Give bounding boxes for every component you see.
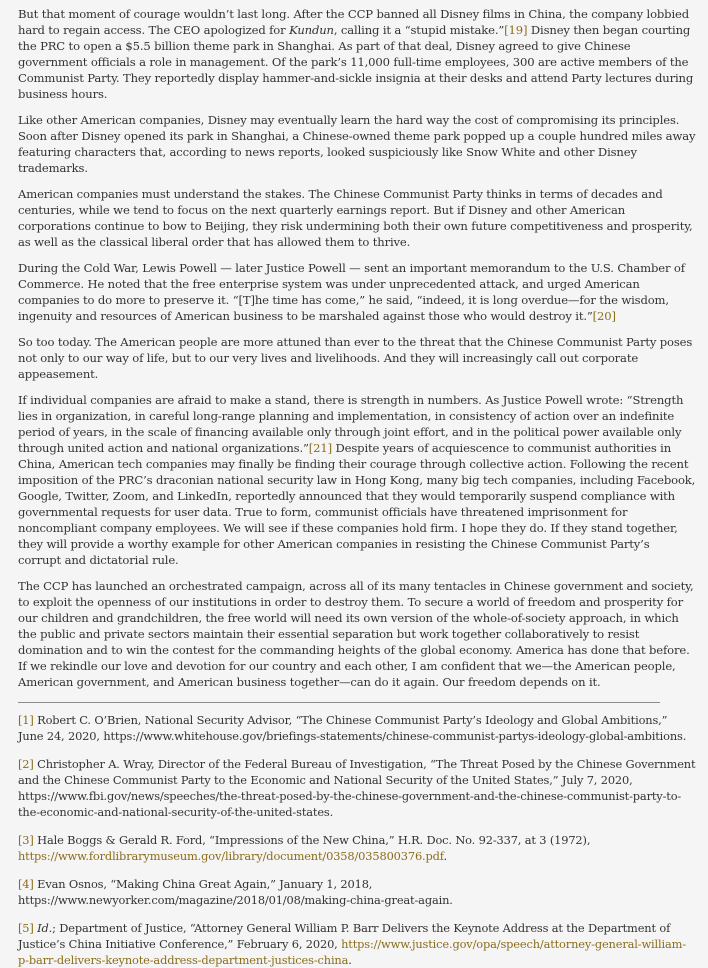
footnote-item <box>18 920 696 968</box>
text-run: The CCP has launched an orchestrated campaign, across all of its many tentacles in Chinese government and society, to exploit the openness of our institutions in order to destroy them. To secure a world of freedom and prosperity for our children and grandchildren, the free world will need its own version of the whole-of-society approach, in which the public and private sectors maintain their essential separation but work together collaboratively to resist domination and to win the contest for the commanding heights of the global economy. America has done that before. If we rekindle our love and devotion for our country and each other, I am confident that we—the American people, American government, and American business together—can do it again. Our freedom depends on it. <box>18 579 694 689</box>
footnote-separator <box>18 702 660 703</box>
italic-text: Kundun <box>289 23 334 37</box>
citation-url-link[interactable]: https://www.justice.gov/opa/speech/attorney-general-william-p-barr-delivers-keynote-address-department-justices-china <box>18 937 687 967</box>
body-paragraph <box>18 578 696 690</box>
text-run: During the Cold War, Lewis Powell — later Justice Powell — sent an important memorandum to the U.S. Chamber of Commerce. He noted that the free enterprise system was under unprecedented attack, and urged American companies to do more to preserve it. “[T]he time has come,” he said, “indeed, it is long overdue—for the wisdom, ingenuity and resources of American business to be marshaled against those who would destroy it.” <box>18 261 685 323</box>
text-run: ; Department of Justice, “Attorney General William P. Barr Delivers the Keynote Address at the Department of Justice’s China Initiative Conference,” February 6, 2020, <box>18 921 671 951</box>
footnote-ref-link[interactable]: [1] <box>18 713 34 727</box>
text-run: American companies must understand the stakes. The Chinese Communist Party thinks in terms of decades and centuries, while we tend to focus on the next quarterly earnings report. But if Disney and other American corporations continue to bow to Beijing, they risk undermining both their own future competitiveness and prosperity, as well as the classical liberal order that has allowed them to thrive. <box>18 187 693 249</box>
text-run: . <box>443 849 447 863</box>
text-run: So too today. The American people are more attuned than ever to the threat that the Chinese Communist Party poses not only to our way of life, but to our very lives and livelihoods. And they will increasingly call out corporate appeasement. <box>18 335 693 381</box>
text-run: Robert C. O’Brien, National Security Advisor, “The Chinese Communist Party’s Ideology and Global Ambitions,” June 24, 2020, https://www.whitehouse.gov/briefings-statements/chinese-communist-partys-ideology-global-ambitions. <box>18 713 687 743</box>
text-run: Evan Osnos, “Making China Great Again,” January 1, 2018, https://www.newyorker.com/magazine/2018/01/08/making-china-great-again. <box>18 877 453 907</box>
text-run: Hale Boggs & Gerald R. Ford, “Impressions of the New China,” H.R. Doc. No. 92-337, at 3 (1972), <box>33 833 591 847</box>
footnote-ref-link[interactable]: [5] <box>18 921 34 935</box>
footnote-ref-link[interactable]: [3] <box>18 833 34 847</box>
text-run: Like other American companies, Disney may eventually learn the hard way the cost of compromising its principles. Soon after Disney opened its park in Shanghai, a Chinese-owned theme park popped up a couple hundred miles away featuring characters that, according to news reports, looked suspiciously like Snow White and other Disney trademarks. <box>18 113 696 175</box>
italic-text: Id. <box>37 921 53 935</box>
text-run: , calling it a “stupid mistake.” <box>333 23 505 37</box>
body-paragraph <box>18 334 696 382</box>
article-body <box>18 6 696 690</box>
footnote-ref-link[interactable]: [20] <box>592 309 616 323</box>
footnote-item <box>18 876 696 908</box>
body-paragraph <box>18 186 696 250</box>
footnote-item <box>18 756 696 820</box>
text-run: If individual companies are afraid to make a stand, there is strength in numbers. As Justice Powell wrote: “Strength lies in organization, in careful long-range planning and implementation, in consistency of action over an indefinite period of years, in the scale of financing available only through joint effort, and in the political power available only through united action and national organizations.” <box>18 393 684 455</box>
text-run: Disney then began courting the PRC to open a $5.5 billion theme park in Shanghai. As part of that deal, Disney agreed to give Chinese government officials a role in management. Of the park’s 11,000 full-time employees, 300 are active members of the Communist Party. They reportedly display hammer-and-sickle insignia at their desks and attend Party lectures during business hours. <box>18 23 694 101</box>
citation-url-link[interactable]: https://www.fordlibrarymuseum.gov/library/document/0358/035800376.pdf <box>18 849 444 863</box>
text-run: Despite years of acquiescence to communist authorities in China, American tech companies may finally be finding their courage through collective action. Following the recent imposition of the PRC’s draconian national security law in Hong Kong, many big tech companies, including Facebook, Google, Twitter, Zoom, and LinkedIn, reportedly announced that they would temporarily suspend compliance with governmental requests for user data. True to form, communist officials have threatened imprisonment for noncompliant company employees. We will see if these companies hold firm. I hope they do. If they stand together, they will provide a worthy example for other American companies in resisting the Chinese Communist Party’s corrupt and dictatorial rule. <box>18 441 696 567</box>
text-run: Christopher A. Wray, Director of the Federal Bureau of Investigation, “The Threat Posed by the Chinese Government and the Chinese Communist Party to the Economic and National Security of the United States,” July 7, 2020, https://www.fbi.gov/news/speeches/the-threat-posed-by-the-chinese-government-and-the-chinese-communist-party-to-the-economic-and-national-security-of-the-united-states. <box>18 757 696 819</box>
footnote-item <box>18 832 696 864</box>
body-paragraph <box>18 6 696 102</box>
footnote-ref-link[interactable]: [19] <box>504 23 528 37</box>
body-paragraph <box>18 112 696 176</box>
text-run: . <box>348 953 352 967</box>
body-paragraph <box>18 260 696 324</box>
footnote-item <box>18 712 696 744</box>
body-paragraph <box>18 392 696 568</box>
footnote-ref-link[interactable]: [4] <box>18 877 34 891</box>
text-run: But that moment of courage wouldn’t last long. After the CCP banned all Disney films in China, the company lobbied hard to regain access. The CEO apologized for <box>18 7 689 37</box>
footnote-ref-link[interactable]: [21] <box>308 441 332 455</box>
footnotes-section <box>18 712 696 968</box>
footnote-ref-link[interactable]: [2] <box>18 757 34 771</box>
